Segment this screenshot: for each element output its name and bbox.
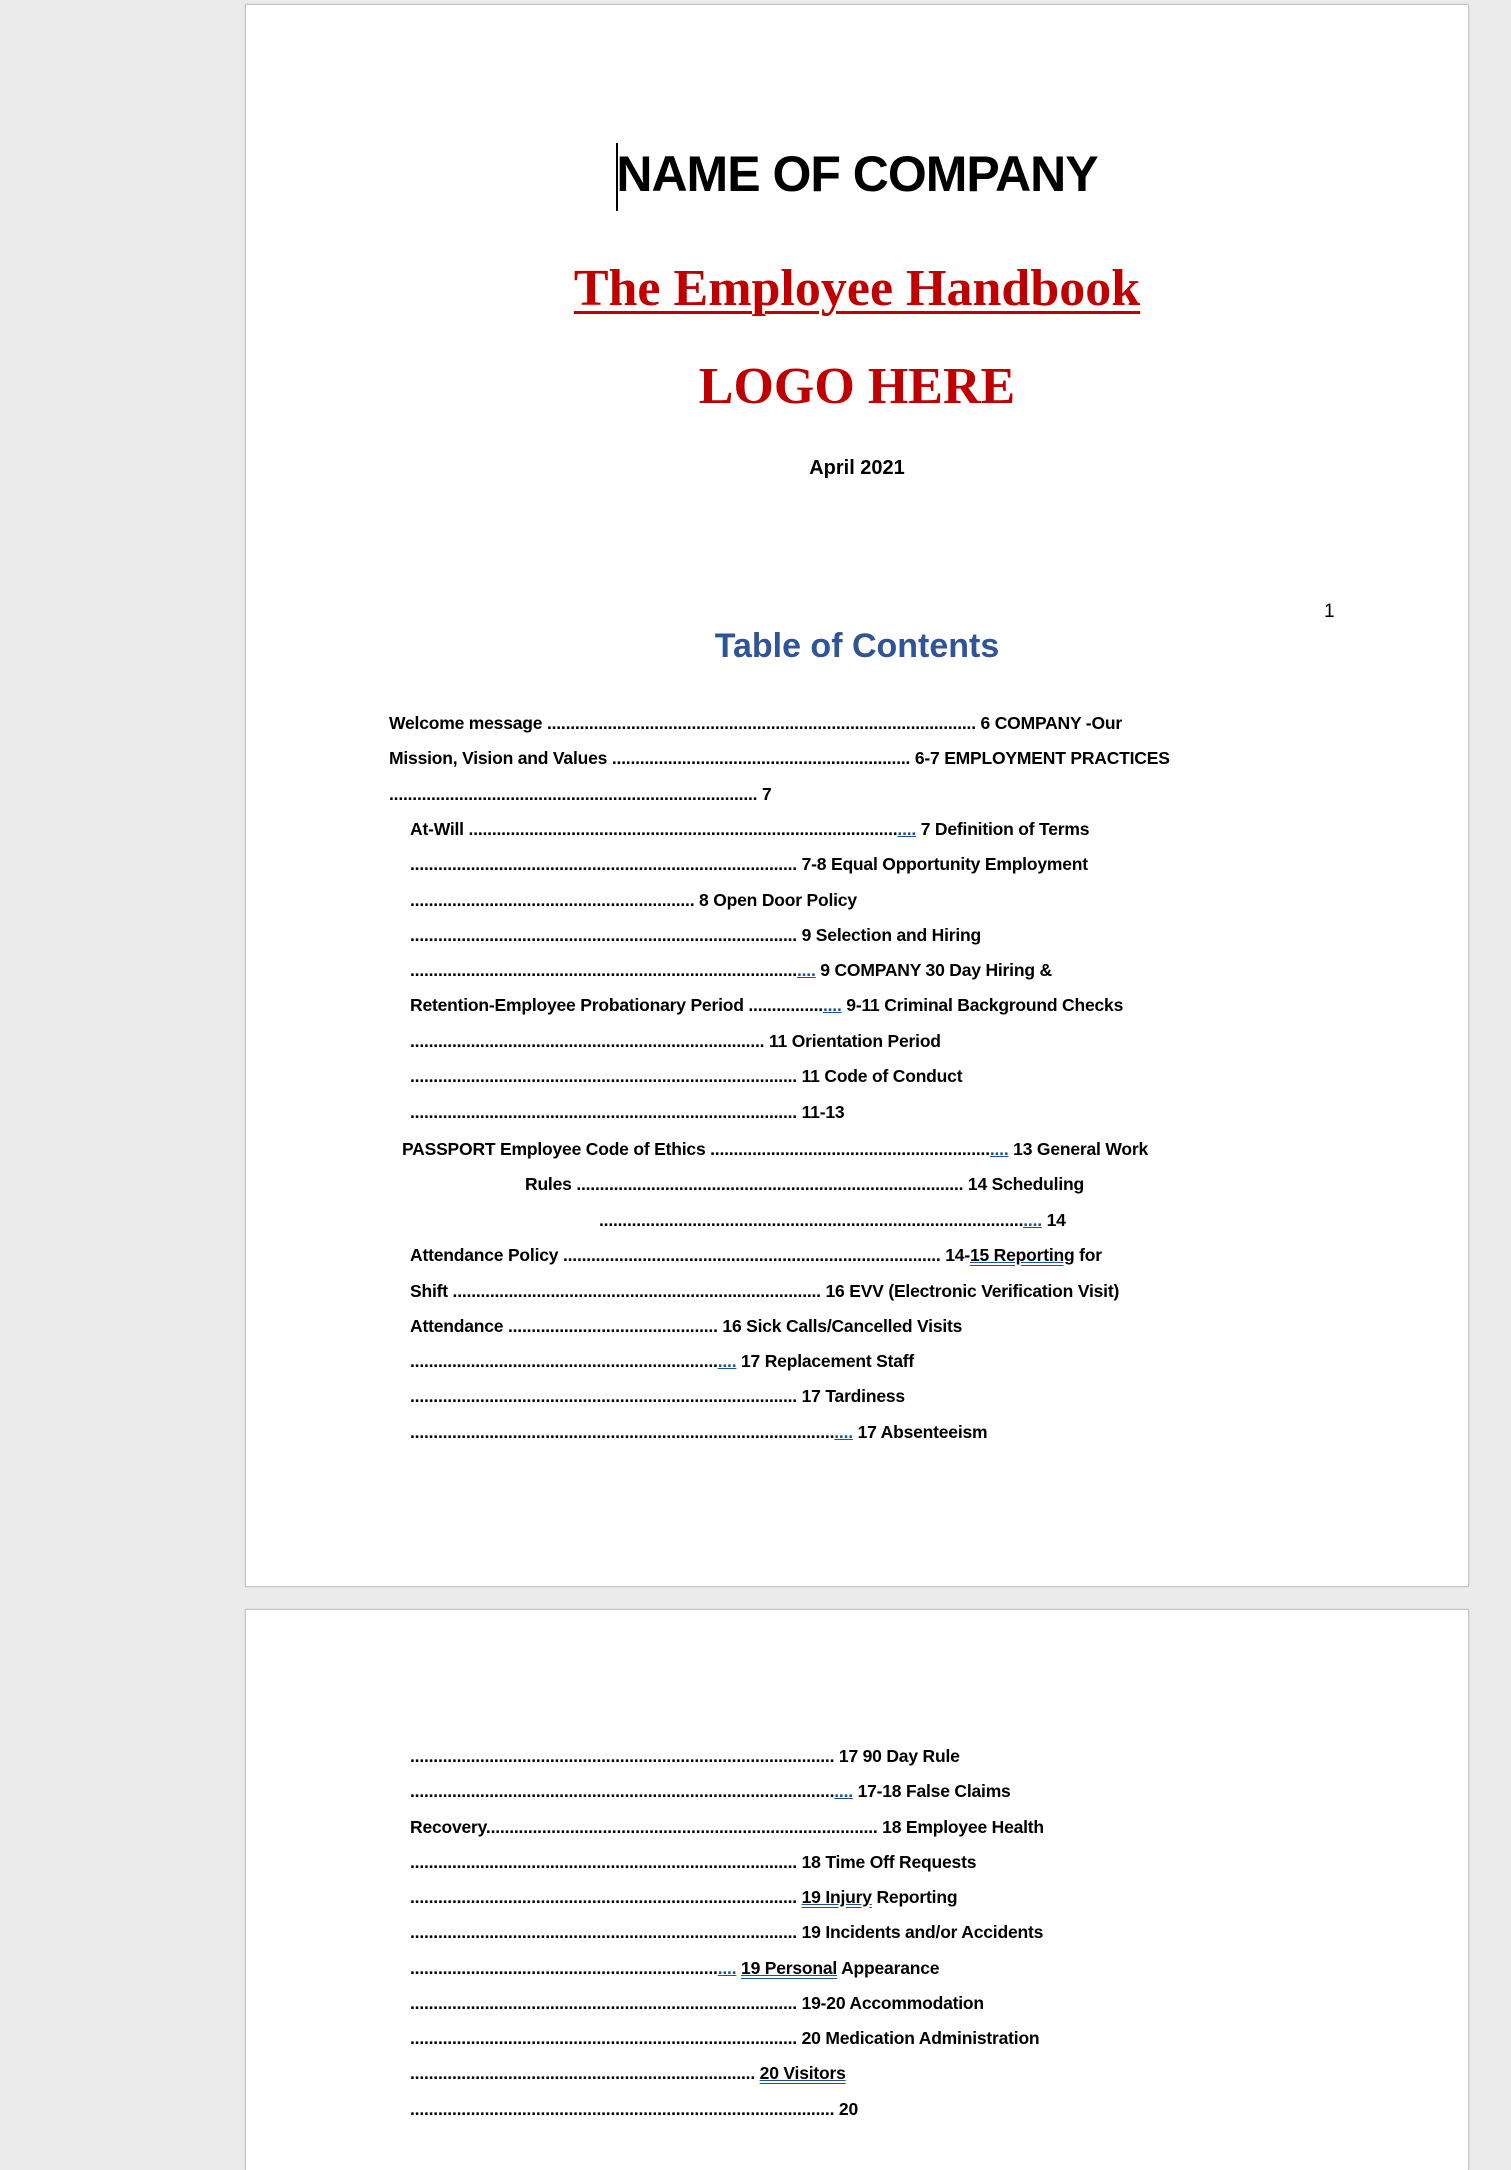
toc-line: ................................................................................... 20 Medication Administration — [410, 2028, 1040, 2048]
toc-line: ............................................................................ 11 Orientation Period — [410, 1031, 941, 1051]
toc-line: ................................................................................... 7-8 Equal Opportunity Employment — [410, 854, 1088, 874]
toc-link[interactable]: 19 Personal — [741, 1958, 838, 1978]
toc-line: ........................................................................................... 17 90 Day Rule — [410, 1746, 960, 1766]
toc-line — [410, 1422, 987, 1443]
toc-text: Reporting — [871, 1887, 958, 1907]
toc-link[interactable]: .... — [717, 1958, 737, 1978]
toc-line — [410, 2063, 846, 2084]
toc-line — [410, 1781, 1011, 1802]
toc-text: Attendance Policy ................................................................................. 14- — [410, 1245, 970, 1265]
toc-line — [410, 1351, 914, 1372]
toc-text: for — [1074, 1245, 1102, 1265]
toc-line: Shift ............................................................................... 16 EVV (Electronic Verification Visit) — [410, 1281, 1120, 1301]
toc-line: Mission, Vision and Values ................................................................ 6-7 EMPLOYMENT PRACTICES — [389, 748, 1170, 768]
toc-line: ............................................................. 8 Open Door Policy — [410, 890, 857, 910]
toc-line: Recovery.................................................................................... 18 Employee Health — [410, 1817, 1044, 1837]
toc-link[interactable]: .... — [897, 819, 917, 839]
toc-text: PASSPORT Employee Code of Ethics ............................................................ — [402, 1139, 990, 1159]
toc-text: ........................................................................................... — [410, 1422, 835, 1442]
toc-link[interactable]: 20 Visitors — [759, 2063, 846, 2083]
toc-line — [599, 1210, 1066, 1231]
toc-text: ................................................................................... — [410, 1887, 802, 1907]
toc-text: 17 Absenteeism — [852, 1422, 988, 1442]
toc-line: ................................................................................... 19-20 Accommodation — [410, 1993, 984, 2013]
toc-text: 13 General Work — [1008, 1139, 1148, 1159]
toc-heading: Table of Contents — [714, 627, 1000, 665]
toc-text: 17 Replacement Staff — [736, 1351, 915, 1371]
toc-link[interactable]: .... — [796, 960, 816, 980]
logo-placeholder: LOGO HERE — [698, 358, 1016, 415]
toc-link[interactable]: .... — [717, 1351, 737, 1371]
toc-link[interactable]: .... — [834, 1422, 853, 1442]
toc-link[interactable]: .... — [822, 995, 842, 1015]
toc-line — [410, 1887, 957, 1908]
toc-line — [410, 819, 1089, 840]
toc-line: ................................................................................... 19 Incidents and/or Accidents — [410, 1922, 1044, 1942]
toc-link[interactable]: .... — [1023, 1210, 1042, 1230]
toc-line — [402, 1139, 1148, 1160]
handbook-title: The Employee Handbook — [573, 260, 1141, 317]
toc-line: ................................................................................... 11-13 — [410, 1102, 845, 1122]
toc-link[interactable]: 15 Reporting — [969, 1245, 1075, 1265]
toc-text: ................................................................................... — [410, 960, 797, 980]
toc-link[interactable]: 19 Injury — [801, 1887, 872, 1907]
toc-line: ........................................................................................... 20 — [410, 2099, 858, 2119]
toc-line: Rules ................................................................................... 14 Scheduling — [525, 1174, 1084, 1194]
toc-text: .................................................................. — [410, 1351, 718, 1371]
page-number: 1 — [1324, 601, 1335, 622]
toc-line — [410, 1245, 1102, 1266]
toc-text: 14 — [1041, 1210, 1066, 1230]
toc-line — [410, 995, 1123, 1016]
toc-text: At-Will ............................................................................................ — [410, 819, 898, 839]
toc-line: Attendance ............................................. 16 Sick Calls/Cancelled Visits — [410, 1316, 963, 1336]
toc-line: Welcome message ............................................................................................ 6 COMPANY -Our — [389, 713, 1122, 733]
company-name: NAME OF COMPANY — [616, 146, 1098, 202]
toc-text: .......................................................................... — [410, 2063, 760, 2083]
toc-text: Appearance — [837, 1958, 940, 1978]
toc-line: ................................................................................... 18 Time Off Requests — [410, 1852, 977, 1872]
toc-text: 17-18 False Claims — [852, 1781, 1011, 1801]
toc-text: Retention-Employee Probationary Period ................ — [410, 995, 823, 1015]
toc-text: ........................................................................................... — [410, 1781, 835, 1801]
toc-line: ................................................................................... 11 Code of Conduct — [410, 1066, 963, 1086]
toc-line — [410, 1958, 939, 1979]
toc-text: ........................................................................................... — [599, 1210, 1024, 1230]
toc-text: 9 COMPANY 30 Day Hiring & — [815, 960, 1052, 980]
document-page-1 — [245, 4, 1469, 1587]
document-page-2 — [245, 1609, 1469, 2170]
toc-text: 9-11 Criminal Background Checks — [841, 995, 1124, 1015]
toc-text: 7 Definition of Terms — [916, 819, 1090, 839]
toc-text: .................................................................. — [410, 1958, 718, 1978]
toc-line: ................................................................................... 9 Selection and Hiring — [410, 925, 981, 945]
toc-line: ................................................................................... 17 Tardiness — [410, 1386, 905, 1406]
toc-line: ............................................................................... 7 — [389, 784, 772, 804]
toc-link[interactable]: .... — [989, 1139, 1009, 1159]
toc-link[interactable]: .... — [834, 1781, 853, 1801]
document-date: April 2021 — [809, 457, 905, 479]
toc-line — [410, 960, 1052, 981]
